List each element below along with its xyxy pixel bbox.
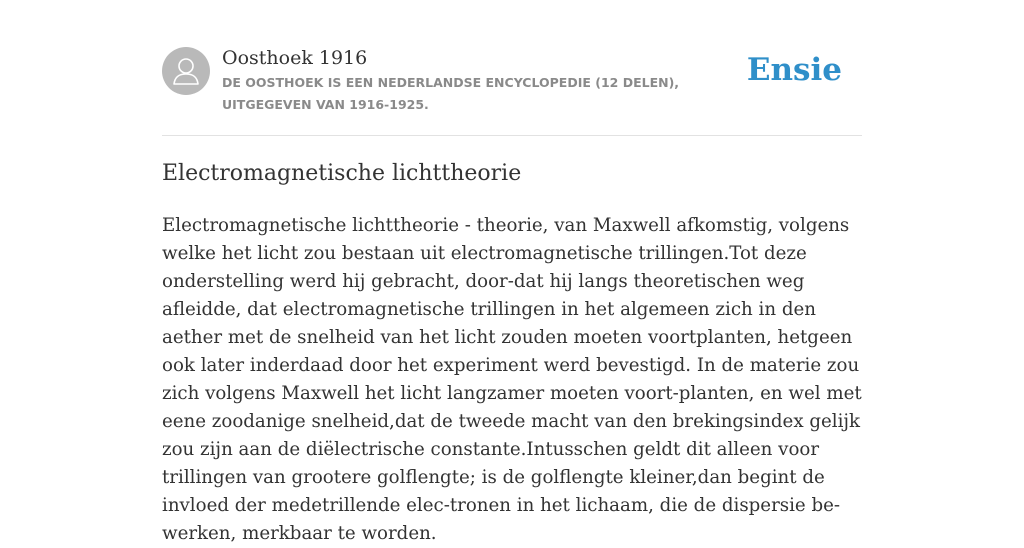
source-header (162, 46, 862, 116)
article-body: Electromagnetische lichttheorie - theorie, van Maxwell afkomstig, volgens welke het licht zou bestaan uit electromagnetische trillingen.Tot deze onderstelling werd hij gebracht, door-dat hij langs theoretischen weg afleidde, dat electromagnetische trillingen in het algemeen zich in den aether met de snelheid van het licht zouden moeten voortplanten, hetgeen ook later inderdaad door het experiment werd bevestigd. In de materie zou zich volgens Maxwell het licht langzamer moeten voort-planten, en wel met eene zoodanige snelheid,dat de tweede macht van den brekingsindex gelijk zou zijn aan de diëlectrische constante.Intusschen geldt dit alleen voor trillingen van grootere golflengte; is de golflengte kleiner,dan begint de invloed der medetrillende elec-tronen in het lichaam, die de dispersie be-werken, merkbaar te worden. (162, 215, 862, 544)
source-description: DE OOSTHOEK IS EEN NEDERLANDSE ENCYCLOPEDIE (12 DELEN), UITGEGEVEN VAN 1916-1925. (222, 75, 680, 112)
divider (162, 135, 862, 136)
avatar[interactable] (162, 47, 210, 95)
source-title[interactable]: Oosthoek 1916 (222, 47, 368, 69)
ensie-logo[interactable]: Ensie (746, 52, 842, 88)
article-title: Electromagnetische lichttheorie (162, 161, 522, 186)
user-icon (162, 47, 210, 95)
